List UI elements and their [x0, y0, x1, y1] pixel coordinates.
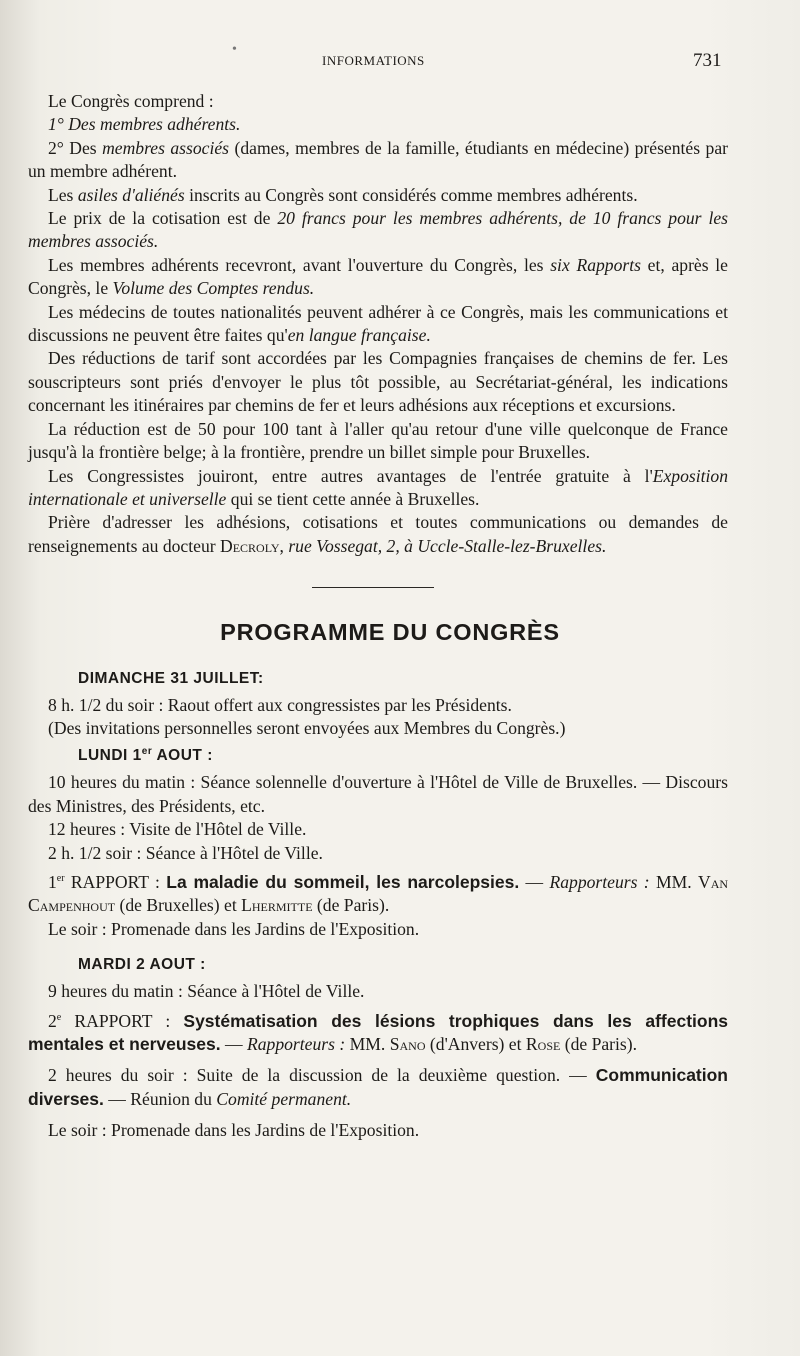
- programme-line: (Des invitations personnelles seront envoyées aux Membres du Congrès.): [48, 717, 566, 738]
- paragraph: Le prix de la cotisation est de 20 francs pour les membres adhérents, de 10 francs pour les membres associés.: [28, 208, 728, 252]
- day-heading-mardi: MARDI 2 AOUT :: [78, 956, 206, 974]
- programme-line: 8 h. 1/2 du soir : Raout offert aux congressistes par les Présidents.: [48, 694, 512, 715]
- paragraph: La réduction est de 50 pour 100 tant à l'aller qu'au retour d'une ville quelconque de France jusqu'à la frontière belge; à la frontière, prendre un billet simple pour Bruxelles.: [28, 418, 728, 463]
- paragraph: Des réductions de tarif sont accordées par les Compagnies françaises de chemins de fer. Les souscripteurs sont priés d'envoyer le plus tôt possible, au Secrétariat-général, les indications concernant les itinéraires par chemins de fer et leurs adhésions aux réceptions et excursions.: [28, 348, 728, 416]
- programme-line: 9 heures du matin : Séance à l'Hôtel de Ville.: [48, 981, 365, 1002]
- programme-title: PROGRAMME DU CONGRÈS: [220, 619, 560, 646]
- programme-line: 12 heures : Visite de l'Hôtel de Ville.: [48, 819, 307, 840]
- programme-line: Le soir : Promenade dans les Jardins de l'Exposition.: [48, 918, 420, 939]
- section-divider: [312, 587, 434, 588]
- page-number: 731: [693, 50, 722, 71]
- paragraph: Le Congrès comprend :: [48, 91, 214, 111]
- running-head: INFORMATIONS: [322, 53, 425, 68]
- day-heading-lundi: LUNDI 1er AOUT :: [78, 746, 213, 765]
- paragraph: Les Congressistes jouiront, entre autres avantages de l'entrée gratuite à l'Exposition internationale et universelle qui se tient cette année à Bruxelles.: [28, 465, 728, 509]
- rapport-line: 2e RAPPORT : Systématisation des lésions trophiques dans les affections mentales et nerveuses. — Rapporteurs : MM. Sano (d'Anvers) et Rose (de Paris).: [28, 1010, 728, 1054]
- paragraph: Les médecins de toutes nationalités peuvent adhérer à ce Congrès, mais les communications et discussions ne peuvent être faites qu'en langue française.: [28, 301, 728, 346]
- paragraph: 1° Des membres adhérents.: [48, 114, 241, 135]
- document-body: [28, 90, 728, 1143]
- paragraph: 2° Des membres associés (dames, membres de la famille, étudiants en médecine) présentés par un membre adhérent.: [28, 137, 728, 182]
- page-header: • INFORMATIONS 731: [232, 42, 722, 71]
- paragraph: Les asiles d'aliénés inscrits au Congrès sont considérés comme membres adhérents.: [48, 184, 638, 205]
- paragraph: Prière d'adresser les adhésions, cotisations et toutes communications ou demandes de renseignements au docteur Decroly, rue Vossegat, 2, à Uccle-Stalle-lez-Bruxelles.: [28, 512, 728, 556]
- paragraph: Les membres adhérents recevront, avant l'ouverture du Congrès, les six Rapports et, après le Congrès, le Volume des Comptes rendus.: [28, 254, 728, 299]
- day-heading-dimanche: DIMANCHE 31 JUILLET:: [78, 669, 264, 687]
- programme-line: Le soir : Promenade dans les Jardins de l'Exposition.: [48, 1120, 420, 1141]
- programme-line: 2 heures du soir : Suite de la discussion de la deuxième question. — Communication diverses. — Réunion du Comité permanent.: [28, 1065, 728, 1109]
- programme-line: 2 h. 1/2 soir : Séance à l'Hôtel de Ville.: [48, 842, 323, 863]
- programme-line: 10 heures du matin : Séance solennelle d'ouverture à l'Hôtel de Ville de Bruxelles. — Discours des Ministres, des Présidents, etc.: [28, 772, 728, 816]
- rapport-line: 1er RAPPORT : La maladie du sommeil, les narcolepsies. — Rapporteurs : MM. Van Campenhout (de Bruxelles) et Lhermitte (de Paris).: [28, 871, 729, 916]
